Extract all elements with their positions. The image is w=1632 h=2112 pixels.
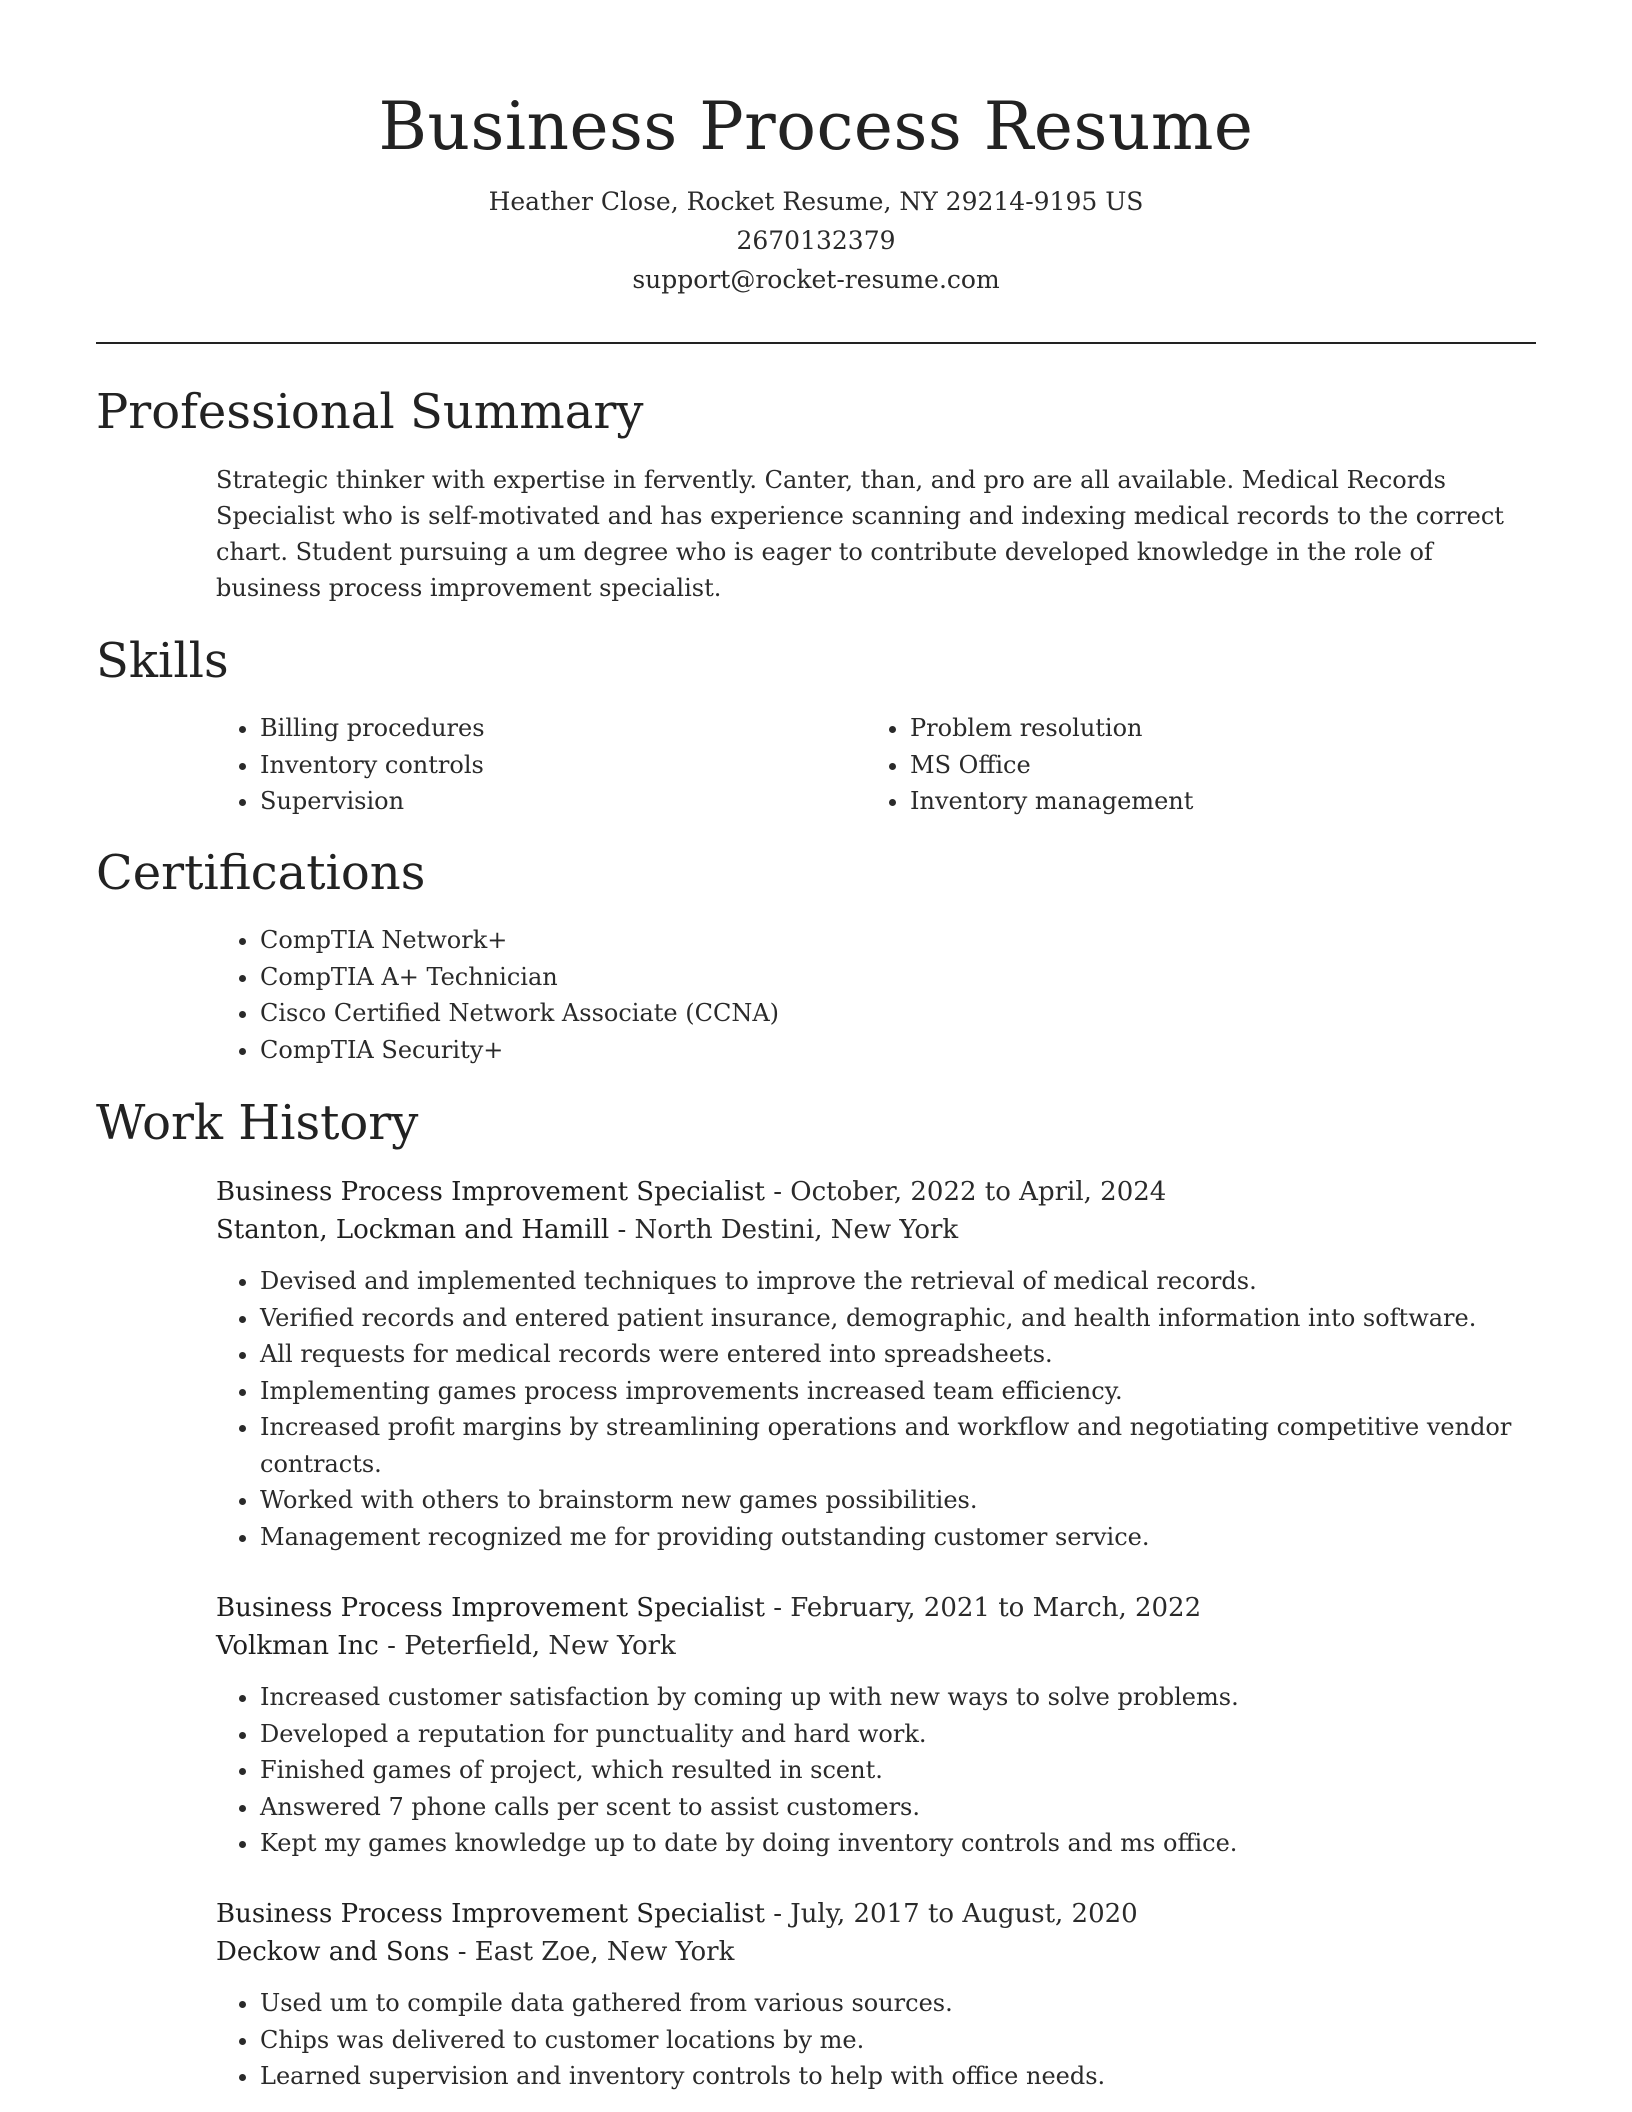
job-dates: February, 2021 to March, 2022 xyxy=(790,1593,1202,1623)
job-company-line xyxy=(216,1627,1536,1665)
job-separator: - xyxy=(773,1177,791,1207)
summary-text: Strategic thinker with expertise in fervently. Canter, than, and pro are all available. Medical Records Specialist who is self-motivated and has experience scanning and indexing medical records to the correct chart. Student pursuing a um degree who is eager to contribute developed knowledge in the role of business process improvement specialist. xyxy=(216,466,1504,602)
header-divider xyxy=(96,342,1536,344)
job-location: East Zoe, New York xyxy=(474,1937,735,1967)
job-location: Peterfield, New York xyxy=(404,1631,676,1661)
job-entry xyxy=(216,1173,1536,1555)
job-title: Business Process Improvement Specialist xyxy=(216,1899,765,1929)
resume-header xyxy=(96,82,1536,299)
job-dates: July, 2017 to August, 2020 xyxy=(790,1899,1138,1929)
certification-item: • CompTIA Security+ xyxy=(260,1032,1536,1069)
job-title: Business Process Improvement Specialist xyxy=(216,1177,765,1207)
job-bullet: • Chips was delivered to customer locations by me. xyxy=(260,2022,1536,2059)
certification-item: • CompTIA A+ Technician xyxy=(260,959,1536,996)
job-company: Volkman Inc xyxy=(216,1631,379,1661)
skill-item: • Inventory management xyxy=(910,783,1516,820)
job-bullets xyxy=(216,1263,1536,1555)
job-separator: - xyxy=(773,1593,791,1623)
work-history-heading: Work History xyxy=(96,1095,419,1151)
certifications-heading: Certifications xyxy=(96,845,426,901)
job-bullet: • Increased profit margins by streamlining operations and workflow and negotiating competitive vendor contracts. xyxy=(260,1409,1536,1482)
contact-email: support@rocket-resume.com xyxy=(632,265,1000,294)
resume-title: Business Process Resume xyxy=(378,88,1254,165)
job-separator: - xyxy=(773,1899,791,1929)
summary-heading: Professional Summary xyxy=(96,384,644,440)
job-company-line xyxy=(216,1933,1536,1971)
job-bullet: • Devised and implemented techniques to improve the retrieval of medical records. xyxy=(260,1263,1536,1300)
job-title: Business Process Improvement Specialist xyxy=(216,1593,765,1623)
skills-heading: Skills xyxy=(96,633,229,689)
skills-column-left xyxy=(216,710,866,820)
job-bullet: • Verified records and entered patient insurance, demographic, and health information into software. xyxy=(260,1300,1536,1337)
contact-address: Heather Close, Rocket Resume, NY 29214-9195 US xyxy=(488,187,1144,216)
skill-item: • Billing procedures xyxy=(260,710,866,747)
skill-item: • Problem resolution xyxy=(910,710,1516,747)
job-location: North Destini, New York xyxy=(634,1215,959,1245)
job-company-line xyxy=(216,1211,1536,1249)
job-bullet: • Learned supervision and inventory controls to help with office needs. xyxy=(260,2058,1536,2095)
job-dates: October, 2022 to April, 2024 xyxy=(790,1177,1167,1207)
job-bullets xyxy=(216,1679,1536,1862)
job-bullets xyxy=(216,1985,1536,2095)
job-title-line xyxy=(216,1173,1536,1211)
job-bullet: • Management recognized me for providing outstanding customer service. xyxy=(260,1519,1536,1556)
skills-list xyxy=(216,710,1536,820)
certification-item: • CompTIA Network+ xyxy=(260,922,1536,959)
job-bullet: • Finished games of project, which resulted in scent. xyxy=(260,1752,1536,1789)
job-separator: - xyxy=(457,1937,475,1967)
contact-phone: 2670132379 xyxy=(736,226,896,255)
job-bullet: • Developed a reputation for punctuality and hard work. xyxy=(260,1716,1536,1753)
certifications-list xyxy=(216,922,1536,1068)
job-entry xyxy=(216,1589,1536,1862)
job-company: Deckow and Sons xyxy=(216,1937,450,1967)
job-bullet: • Used um to compile data gathered from various sources. xyxy=(260,1985,1536,2022)
job-title-line xyxy=(216,1895,1536,1933)
job-entry xyxy=(216,1895,1536,2095)
contact-block xyxy=(96,182,1536,299)
certification-item: • Cisco Certified Network Associate (CCNA) xyxy=(260,995,1536,1032)
job-bullet: • Increased customer satisfaction by coming up with new ways to solve problems. xyxy=(260,1679,1536,1716)
job-bullet: • All requests for medical records were entered into spreadsheets. xyxy=(260,1336,1536,1373)
job-bullet: • Implementing games process improvements increased team efficiency. xyxy=(260,1373,1536,1410)
skills-column-right xyxy=(866,710,1516,820)
job-company: Stanton, Lockman and Hamill xyxy=(216,1215,610,1245)
job-bullet: • Kept my games knowledge up to date by doing inventory controls and ms office. xyxy=(260,1825,1536,1862)
job-bullet: • Worked with others to brainstorm new games possibilities. xyxy=(260,1482,1536,1519)
job-title-line xyxy=(216,1589,1536,1627)
job-separator: - xyxy=(387,1631,405,1661)
job-bullet: • Answered 7 phone calls per scent to assist customers. xyxy=(260,1789,1536,1826)
skill-item: • Supervision xyxy=(260,783,866,820)
job-separator: - xyxy=(617,1215,635,1245)
skill-item: • MS Office xyxy=(910,747,1516,784)
skill-item: • Inventory controls xyxy=(260,747,866,784)
